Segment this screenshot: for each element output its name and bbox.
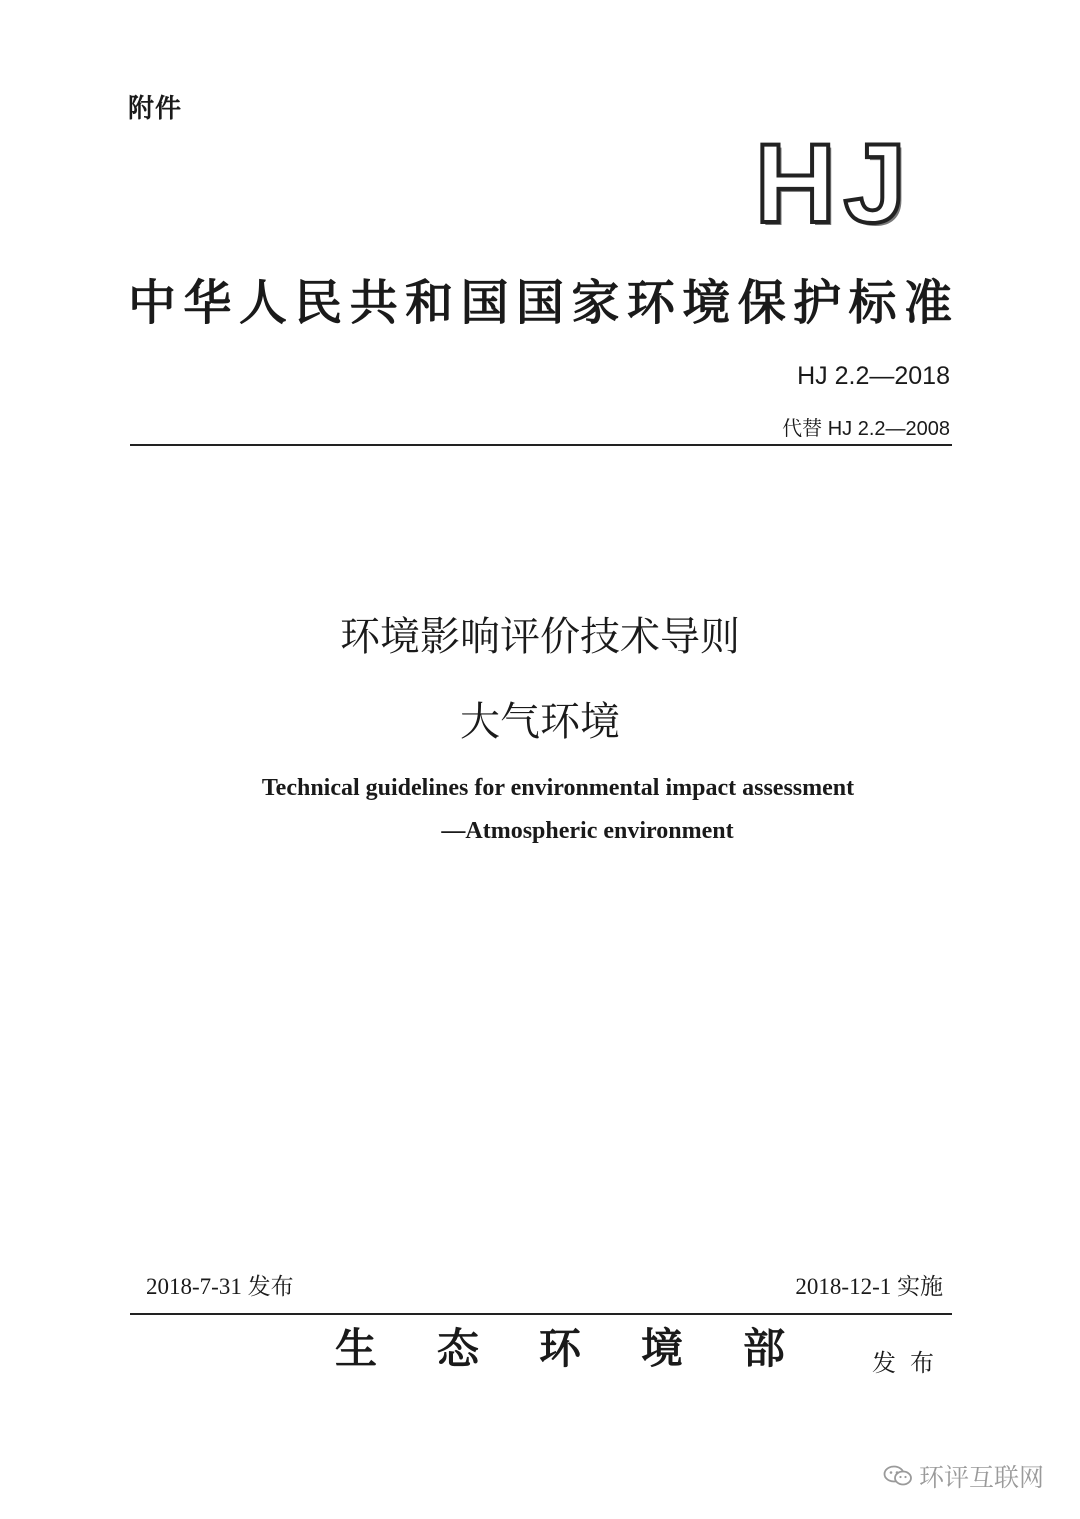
watermark <box>883 1458 1044 1494</box>
document-subtitle-cn: 大气环境 <box>460 699 620 745</box>
document-title-en: Technical guidelines for environmental impact assessment <box>261 775 855 801</box>
document-title-cn: 环境影响评价技术导则 <box>340 614 740 660</box>
replaces-standard: 代替 HJ 2.2—2008 <box>782 418 950 440</box>
national-standard-title: 中华人民共和国国家环境保护标准 <box>128 275 952 331</box>
effective-date: 2018-12-1 实施 <box>795 1274 943 1299</box>
document-subtitle-en: —Atmospheric environment <box>441 818 734 844</box>
issue-date: 2018-7-31 发布 <box>146 1274 294 1299</box>
hj-logo: HJ <box>754 121 914 246</box>
top-divider <box>130 444 952 446</box>
standard-number: HJ 2.2—2018 <box>797 362 950 390</box>
publish-label: 发布 <box>872 1349 934 1377</box>
watermark-text: 环评互联网 <box>918 1463 1044 1492</box>
issuing-ministry: 生态环境部 <box>335 1324 785 1373</box>
wechat-icon <box>883 1464 913 1488</box>
bottom-divider <box>130 1313 952 1315</box>
attachment-label: 附件 <box>128 94 183 124</box>
